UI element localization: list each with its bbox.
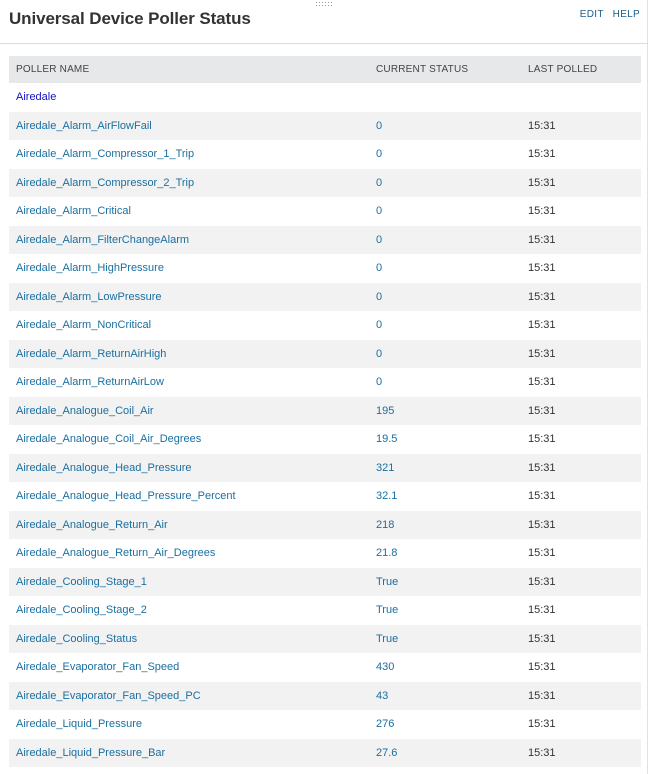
poller-link[interactable]: Airedale_Liquid_Pressure_Bar xyxy=(16,746,166,759)
last-polled-cell: 15:31 xyxy=(521,368,641,397)
table-row xyxy=(9,226,641,255)
table-row xyxy=(9,368,641,397)
table-row xyxy=(9,311,641,340)
last-polled-cell: 15:31 xyxy=(521,682,641,711)
poller-link[interactable]: Airedale_Cooling_Status xyxy=(16,632,138,645)
last-polled-cell: 15:31 xyxy=(521,482,641,511)
last-polled-cell: 15:31 xyxy=(521,596,641,625)
poller-name-cell xyxy=(9,140,369,169)
poller-link[interactable]: Airedale_Alarm_ReturnAirHigh xyxy=(16,347,167,360)
poller-name-cell xyxy=(9,653,369,682)
poller-name-cell xyxy=(9,710,369,739)
table-row xyxy=(9,254,641,283)
page-title: Universal Device Poller Status xyxy=(9,9,251,28)
poller-table xyxy=(9,56,641,767)
current-status-cell: 0 xyxy=(369,368,521,397)
current-status-cell: 43 xyxy=(369,682,521,711)
table-row xyxy=(9,653,641,682)
table-row xyxy=(9,625,641,654)
current-status-cell: 0 xyxy=(369,283,521,312)
current-status-cell: 0 xyxy=(369,340,521,369)
table-row xyxy=(9,710,641,739)
current-status-cell: 321 xyxy=(369,454,521,483)
poller-name-cell xyxy=(9,568,369,597)
table-row xyxy=(9,169,641,198)
table-body xyxy=(9,83,641,767)
widget-header xyxy=(0,0,648,44)
current-status-cell: 430 xyxy=(369,653,521,682)
header-links xyxy=(574,9,640,20)
poller-name-cell xyxy=(9,625,369,654)
last-polled-cell: 15:31 xyxy=(521,739,641,768)
poller-link[interactable]: Airedale_Evaporator_Fan_Speed xyxy=(16,661,180,674)
current-status-cell: 0 xyxy=(369,311,521,340)
help-link[interactable]: HELP xyxy=(612,9,640,20)
current-status-cell: True xyxy=(369,625,521,654)
table-row xyxy=(9,425,641,454)
poller-link[interactable]: Airedale_Analogue_Head_Pressure_Percent xyxy=(16,490,236,503)
poller-link[interactable]: Airedale_Liquid_Pressure xyxy=(16,718,142,731)
last-polled-cell: 15:31 xyxy=(521,511,641,540)
last-polled-cell: 15:31 xyxy=(521,140,641,169)
poller-link[interactable]: Airedale_Analogue_Coil_Air xyxy=(16,404,154,417)
last-polled-cell: 15:31 xyxy=(521,169,641,198)
poller-link[interactable]: Airedale_Analogue_Head_Pressure xyxy=(16,461,192,474)
last-polled-cell: 15:31 xyxy=(521,254,641,283)
poller-link[interactable]: Airedale_Alarm_FilterChangeAlarm xyxy=(16,233,190,246)
current-status-cell: 0 xyxy=(369,140,521,169)
group-cell xyxy=(9,83,369,112)
poller-link[interactable]: Airedale_Cooling_Stage_2 xyxy=(16,604,147,617)
table-row xyxy=(9,682,641,711)
poller-name-cell xyxy=(9,283,369,312)
last-polled-cell: 15:31 xyxy=(521,425,641,454)
poller-name-cell xyxy=(9,226,369,255)
poller-name-cell xyxy=(9,539,369,568)
poller-link[interactable]: Airedale_Analogue_Return_Air xyxy=(16,518,168,531)
poller-name-cell xyxy=(9,425,369,454)
last-polled-cell: 15:31 xyxy=(521,710,641,739)
current-status-cell: 0 xyxy=(369,254,521,283)
poller-name-cell xyxy=(9,340,369,369)
poller-link[interactable]: Airedale_Alarm_Compressor_2_Trip xyxy=(16,176,195,189)
table-row xyxy=(9,340,641,369)
last-polled-cell: 15:31 xyxy=(521,112,641,141)
table-header-row xyxy=(9,56,641,83)
poller-name-cell xyxy=(9,254,369,283)
current-status-cell: 32.1 xyxy=(369,482,521,511)
last-polled-cell: 15:31 xyxy=(521,226,641,255)
poller-name-cell xyxy=(9,511,369,540)
poller-name-cell xyxy=(9,397,369,426)
column-header-last-polled[interactable]: LAST POLLED xyxy=(521,56,641,83)
poller-link[interactable]: Airedale_Alarm_LowPressure xyxy=(16,290,162,303)
table-row xyxy=(9,596,641,625)
group-row xyxy=(9,83,641,112)
table-row xyxy=(9,511,641,540)
poller-link[interactable]: Airedale_Alarm_Critical xyxy=(16,205,131,218)
poller-name-cell xyxy=(9,454,369,483)
current-status-cell: 195 xyxy=(369,397,521,426)
last-polled-cell: 15:31 xyxy=(521,311,641,340)
current-status-cell: 27.6 xyxy=(369,739,521,768)
poller-name-cell xyxy=(9,682,369,711)
column-header-poller-name[interactable]: POLLER NAME xyxy=(9,56,369,83)
last-polled-cell: 15:31 xyxy=(521,197,641,226)
poller-name-cell xyxy=(9,311,369,340)
group-link-airedale[interactable]: Airedale xyxy=(16,91,57,104)
poller-link[interactable]: Airedale_Alarm_Compressor_1_Trip xyxy=(16,148,195,161)
poller-link[interactable]: Airedale_Alarm_HighPressure xyxy=(16,262,164,275)
current-status-cell: 0 xyxy=(369,169,521,198)
table-row xyxy=(9,482,641,511)
last-polled-cell: 15:31 xyxy=(521,454,641,483)
current-status-cell: True xyxy=(369,568,521,597)
poller-name-cell xyxy=(9,368,369,397)
table-row xyxy=(9,568,641,597)
table-row xyxy=(9,539,641,568)
table-row xyxy=(9,283,641,312)
poller-name-cell xyxy=(9,739,369,768)
poller-name-cell xyxy=(9,169,369,198)
table-row xyxy=(9,197,641,226)
edit-link[interactable]: EDIT xyxy=(579,9,604,20)
poller-link[interactable]: Airedale_Evaporator_Fan_Speed_PC xyxy=(16,689,201,702)
current-status-cell: 0 xyxy=(369,197,521,226)
table-row xyxy=(9,140,641,169)
current-status-cell: 276 xyxy=(369,710,521,739)
poller-link[interactable]: Airedale_Cooling_Stage_1 xyxy=(16,575,147,588)
group-status-cell xyxy=(369,83,521,112)
poller-name-cell xyxy=(9,197,369,226)
poller-name-cell xyxy=(9,112,369,141)
poller-link[interactable]: Airedale_Alarm_ReturnAirLow xyxy=(16,376,164,389)
last-polled-cell: 15:31 xyxy=(521,568,641,597)
last-polled-cell: 15:31 xyxy=(521,625,641,654)
current-status-cell: 0 xyxy=(369,112,521,141)
last-polled-cell: 15:31 xyxy=(521,283,641,312)
poller-link[interactable]: Airedale_Analogue_Return_Air_Degrees xyxy=(16,547,216,560)
table-row xyxy=(9,739,641,768)
current-status-cell: 0 xyxy=(369,226,521,255)
last-polled-cell: 15:31 xyxy=(521,653,641,682)
poller-link[interactable]: Airedale_Alarm_AirFlowFail xyxy=(16,119,152,132)
last-polled-cell: 15:31 xyxy=(521,539,641,568)
poller-name-cell xyxy=(9,596,369,625)
last-polled-cell: 15:31 xyxy=(521,340,641,369)
table-row xyxy=(9,112,641,141)
table-row xyxy=(9,454,641,483)
poller-name-cell xyxy=(9,482,369,511)
current-status-cell: 19.5 xyxy=(369,425,521,454)
table-row xyxy=(9,397,641,426)
current-status-cell: 21.8 xyxy=(369,539,521,568)
last-polled-cell: 15:31 xyxy=(521,397,641,426)
column-header-current-status[interactable]: CURRENT STATUS xyxy=(369,56,521,83)
poller-link[interactable]: Airedale_Analogue_Coil_Air_Degrees xyxy=(16,433,202,446)
group-polled-cell xyxy=(521,83,641,112)
poller-link[interactable]: Airedale_Alarm_NonCritical xyxy=(16,319,152,332)
current-status-cell: 218 xyxy=(369,511,521,540)
current-status-cell: True xyxy=(369,596,521,625)
